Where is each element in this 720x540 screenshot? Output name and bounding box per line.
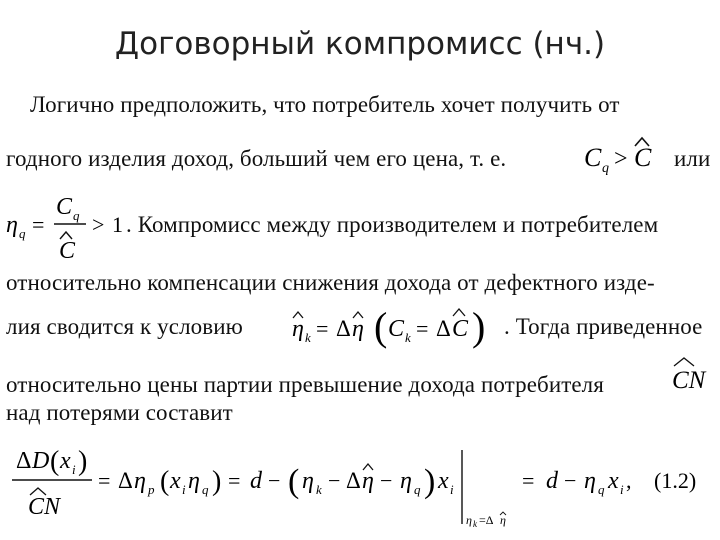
svg-text:CN: CN: [672, 367, 706, 394]
svg-text:=: =: [98, 468, 111, 493]
svg-text:η: η: [302, 468, 314, 494]
paragraph-line-2-tail: или: [674, 146, 711, 171]
svg-text:q: q: [414, 482, 421, 497]
svg-text:k: k: [305, 330, 311, 345]
svg-text:): ): [212, 466, 222, 497]
svg-text:−: −: [268, 468, 281, 493]
svg-text:η: η: [466, 513, 472, 527]
svg-text:η: η: [362, 468, 374, 494]
svg-text:i: i: [450, 482, 454, 497]
svg-text:−: −: [564, 468, 577, 493]
svg-text:d: d: [250, 468, 262, 494]
svg-text:x: x: [608, 468, 619, 494]
svg-text:C: C: [584, 143, 602, 172]
slide-title: Договорный компромисс (нч.): [114, 26, 606, 62]
svg-text:Δ: Δ: [16, 448, 32, 474]
svg-text:η: η: [352, 316, 364, 342]
svg-text:x: x: [60, 448, 71, 474]
formula-cn-hat: [670, 350, 714, 396]
paragraph-line-2: [6, 146, 506, 172]
svg-text:−: −: [380, 468, 393, 493]
svg-text:C: C: [634, 143, 652, 172]
svg-text:=: =: [316, 316, 329, 341]
svg-text:q: q: [73, 208, 80, 223]
svg-text:p: p: [148, 482, 155, 497]
svg-text:i: i: [620, 482, 624, 497]
svg-text:(: (: [288, 463, 300, 500]
svg-text:Δ: Δ: [336, 316, 351, 341]
svg-text:q: q: [598, 482, 605, 497]
svg-text:CN: CN: [28, 494, 61, 520]
svg-text:(: (: [374, 304, 388, 349]
svg-text:k: k: [316, 482, 322, 497]
paragraph-line-6: относительно цены партии превышение дохода потребителя: [6, 372, 604, 397]
svg-text:−: −: [328, 468, 341, 493]
svg-text:η: η: [400, 468, 412, 494]
svg-text:C: C: [56, 194, 73, 220]
svg-text:): ): [472, 304, 486, 349]
svg-text:=: =: [416, 316, 429, 341]
paragraph-line-1: Логично предположить, что потребитель хочет получить от: [30, 92, 620, 117]
svg-text:C: C: [59, 238, 76, 264]
svg-text:x: x: [170, 468, 181, 494]
svg-text:k: k: [473, 519, 477, 529]
svg-text:=: =: [522, 468, 535, 493]
svg-text:i: i: [72, 462, 76, 477]
formula-condition: [292, 296, 492, 352]
paragraph-line-2-text: годного изделия доход, больший чем его цена, т. е.: [6, 146, 507, 171]
svg-text:q: q: [19, 226, 26, 241]
paragraph-line-5-tail: . Тогда приведенное: [504, 314, 703, 339]
svg-text:): ): [78, 446, 88, 477]
paragraph-line-7: над потерями составит: [6, 400, 233, 425]
svg-text:Δ: Δ: [346, 468, 361, 493]
paragraph-line-3: . Компромисс между производителем и потребителем: [126, 212, 659, 237]
paragraph-line-4: относительно компенсации снижения дохода от дефектного изде-: [6, 270, 655, 295]
svg-text:Δ: Δ: [118, 468, 133, 493]
svg-text:(: (: [50, 446, 60, 477]
svg-text:): ): [424, 463, 436, 500]
svg-text:η: η: [188, 468, 200, 494]
svg-text:q: q: [202, 482, 209, 497]
svg-text:i: i: [182, 482, 186, 497]
formula-cq-gt-chat: [582, 128, 662, 176]
svg-text:η: η: [584, 468, 596, 494]
svg-text:>: >: [92, 212, 105, 237]
formula-main-equation: [6, 432, 714, 532]
paragraph-line-5: лия сводится к условию: [6, 314, 243, 339]
svg-text:η: η: [134, 468, 146, 494]
svg-text:1: 1: [112, 212, 123, 237]
svg-text:η: η: [500, 513, 506, 527]
svg-text:=: =: [32, 212, 45, 237]
svg-text:=Δ: =Δ: [479, 513, 494, 527]
svg-text:Δ: Δ: [436, 316, 451, 341]
svg-text:>: >: [614, 146, 628, 172]
formula-eta-ratio: [6, 184, 146, 268]
scanned-text-block: [6, 84, 714, 534]
svg-text:(: (: [160, 466, 170, 497]
svg-text:d: d: [546, 468, 558, 494]
equation-number: (1.2): [654, 468, 697, 493]
svg-text:k: k: [405, 330, 411, 345]
svg-text:C: C: [452, 316, 469, 342]
svg-text:q: q: [602, 161, 609, 176]
svg-text:η: η: [292, 316, 304, 342]
svg-text:,: ,: [626, 468, 632, 493]
svg-text:D: D: [32, 448, 50, 474]
svg-text:=: =: [228, 468, 241, 493]
svg-text:η: η: [6, 212, 18, 238]
svg-text:C: C: [388, 316, 405, 342]
svg-text:x: x: [438, 468, 449, 494]
